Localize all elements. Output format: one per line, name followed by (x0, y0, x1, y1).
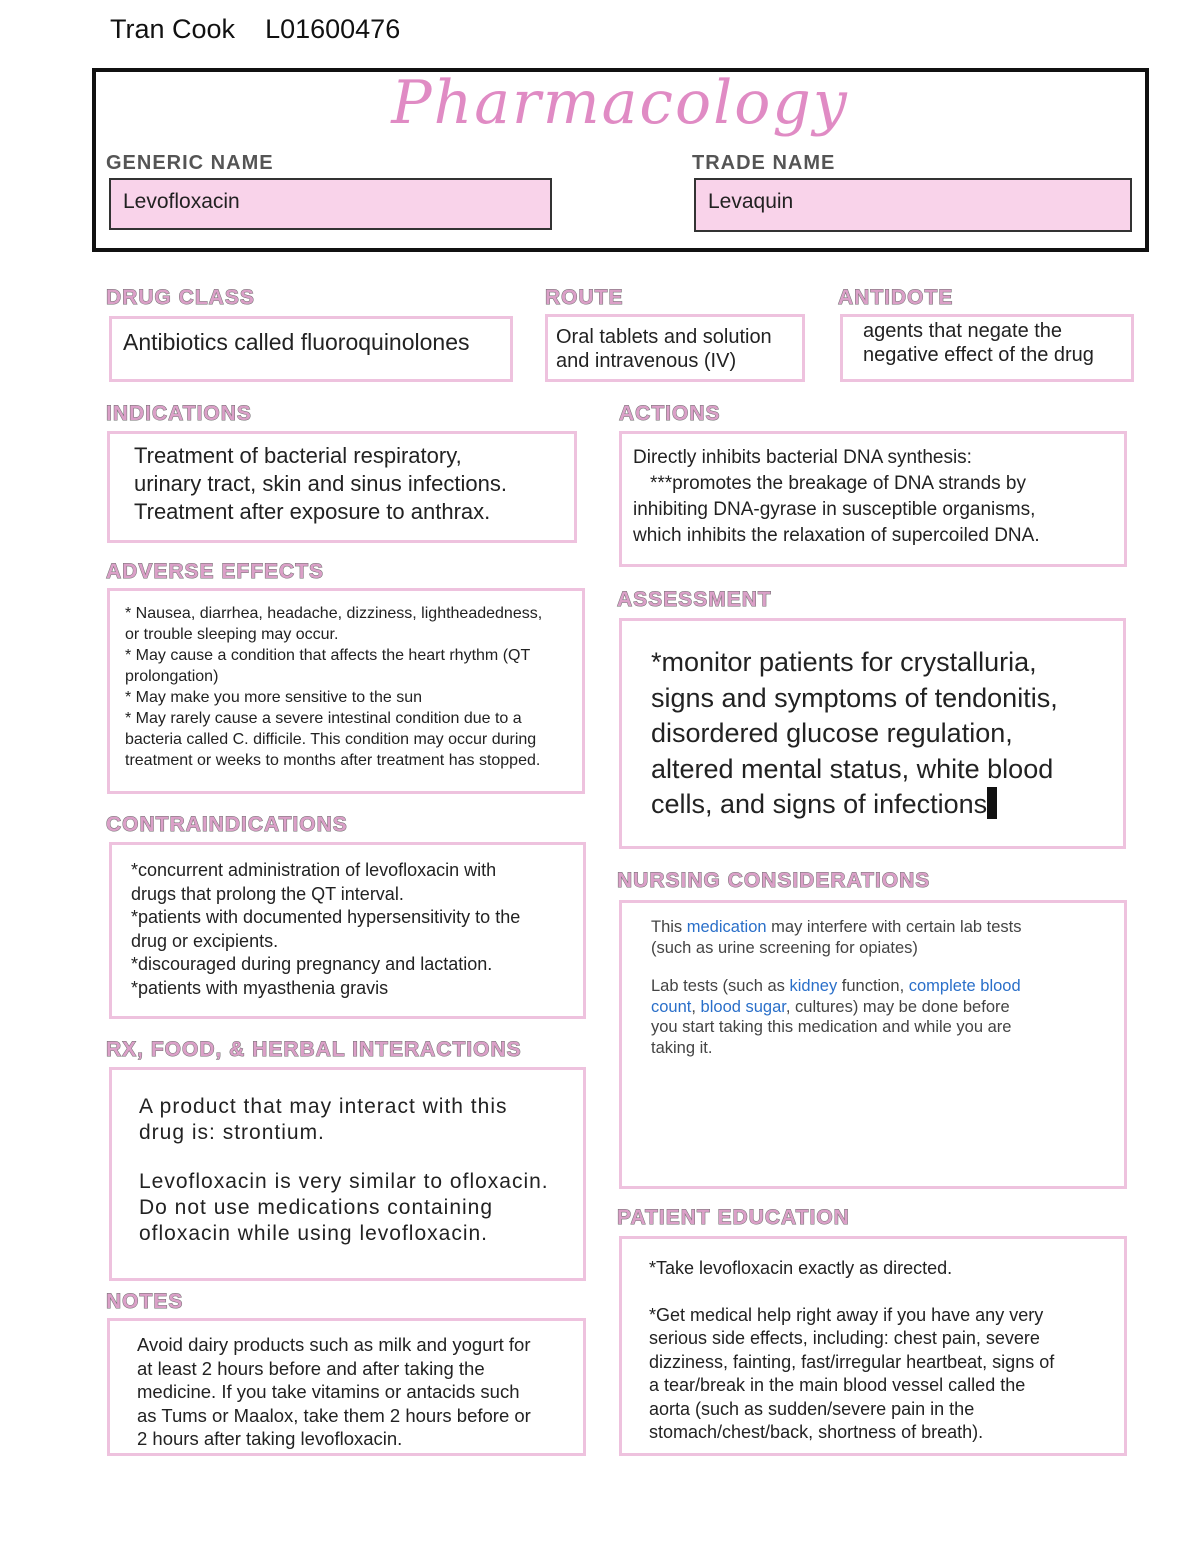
antidote-line: negative effect of the drug (863, 344, 1094, 367)
interactions-box (109, 1067, 586, 1281)
assessment-text (651, 645, 1058, 823)
adverse-line: * May rarely cause a severe intestinal condition due to a (125, 710, 522, 727)
actions-line: Directly inhibits bacterial DNA synthesis: (633, 447, 972, 468)
adverse-line: * Nausea, diarrhea, headache, dizziness, lightheadedness, (125, 605, 543, 622)
trade-name-field (694, 178, 1132, 232)
assessment-box (619, 618, 1126, 849)
adverse-line: bacteria called C. difficile. This condition may occur during (125, 731, 537, 748)
student-line (110, 14, 400, 45)
notes-line: as Tums or Maalox, take them 2 hours before or (137, 1404, 531, 1426)
interactions-line: A product that may interact with this (139, 1095, 508, 1118)
interactions-line: Levofloxacin is very similar to ofloxacin. (139, 1170, 549, 1193)
actions-text (633, 445, 1040, 549)
antidote-text (863, 319, 1094, 368)
nursing-considerations-label: NURSING CONSIDERATIONS (617, 869, 931, 892)
adverse-effects-label: ADVERSE EFFECTS (106, 560, 325, 583)
notes-line: Avoid dairy products such as milk and yogurt for (137, 1334, 531, 1355)
indications-line: urinary tract, skin and sinus infections. (134, 471, 507, 496)
notes-label: NOTES (106, 1290, 184, 1313)
page-title: Pharmacology (391, 68, 849, 138)
contraindications-line: drug or excipients. (131, 930, 279, 951)
education-line: dizziness, fainting, fast/irregular heartbeat, signs of (649, 1351, 1055, 1372)
indications-box (107, 431, 577, 543)
adverse-line: prolongation) (125, 668, 219, 685)
education-line: *Take levofloxacin exactly as directed. (649, 1258, 953, 1278)
route-box (545, 314, 805, 382)
antidote-box (840, 314, 1134, 382)
indications-line: Treatment of bacterial respiratory, (134, 443, 462, 468)
nursing-considerations-text (651, 917, 1022, 1058)
nursing-text: you start taking this medication and while you are (651, 1018, 1012, 1036)
blood-sugar-link[interactable]: blood sugar (700, 997, 786, 1016)
education-line: *Get medical help right away if you have any very (649, 1304, 1044, 1325)
education-line: serious side effects, including: chest pain, severe (649, 1328, 1040, 1348)
notes-line: medicine. If you take vitamins or antacids such (137, 1381, 520, 1402)
nursing-paragraph-1 (651, 917, 1022, 938)
nursing-text: may interfere with certain lab tests (766, 918, 1022, 936)
indications-line: Treatment after exposure to anthrax. (134, 499, 491, 524)
education-line: aorta (such as sudden/severe pain in the (649, 1398, 975, 1419)
interactions-line: drug is: strontium. (139, 1121, 325, 1144)
assessment-line: altered mental status, white blood (651, 753, 1054, 784)
student-id: L01600476 (265, 14, 401, 44)
indications-label: INDICATIONS (106, 402, 252, 425)
education-line: a tear/break in the main blood vessel called the (649, 1375, 1026, 1395)
actions-label: ACTIONS (619, 402, 721, 425)
drug-class-box (109, 316, 513, 382)
interactions-line: Do not use medications containing (139, 1196, 494, 1219)
route-text (556, 325, 772, 374)
nursing-text: function, (837, 977, 909, 995)
assessment-label: ASSESSMENT (617, 588, 772, 611)
notes-box (107, 1318, 586, 1456)
patient-education-box (619, 1236, 1127, 1456)
assessment-line: cells, and signs of infections (651, 789, 988, 819)
patient-education-text (649, 1257, 1054, 1445)
nursing-text: (such as urine screening for opiates) (651, 938, 918, 957)
complete-blood-count-link[interactable]: complete blood (908, 977, 1021, 995)
generic-name-field (109, 178, 552, 230)
notes-text (137, 1333, 531, 1451)
nursing-paragraph-2-line-2 (651, 997, 1022, 1018)
notes-line: at least 2 hours before and after taking the (137, 1357, 485, 1379)
notes-line: 2 hours after taking levofloxacin. (137, 1428, 403, 1449)
nursing-text: taking it. (651, 1038, 713, 1057)
actions-line: inhibiting DNA-gyrase in susceptible organisms, (633, 499, 1036, 520)
generic-name-value: Levofloxacin (123, 190, 240, 213)
nursing-text: Lab tests (such as (651, 977, 790, 995)
assessment-line: signs and symptoms of tendonitis, (651, 682, 1058, 713)
medication-link[interactable]: medication (686, 918, 767, 936)
actions-line: which inhibits the relaxation of supercoiled DNA. (633, 525, 1040, 546)
education-line: stomach/chest/back, shortness of breath). (649, 1422, 984, 1442)
route-line: and intravenous (IV) (556, 350, 737, 373)
actions-box (619, 431, 1127, 567)
nursing-text: , cultures) may be done before (785, 997, 1010, 1016)
drug-class-text: Antibiotics called fluoroquinolones (123, 329, 470, 355)
contraindications-box (109, 842, 586, 1019)
route-label: ROUTE (545, 286, 624, 309)
adverse-effects-box (107, 588, 585, 794)
contraindications-line: *concurrent administration of levofloxacin with (131, 860, 497, 880)
text-cursor (987, 787, 997, 819)
student-name: Tran Cook (110, 14, 236, 44)
nursing-considerations-box (619, 900, 1127, 1189)
trade-name-label: TRADE NAME (692, 152, 836, 174)
nursing-text: , (691, 997, 701, 1016)
complete-blood-count-link[interactable]: count (651, 997, 692, 1016)
assessment-line-last (651, 787, 1058, 823)
assessment-line: *monitor patients for crystalluria, (651, 647, 1037, 677)
contraindications-label: CONTRAINDICATIONS (106, 813, 348, 836)
contraindications-line: *patients with myasthenia gravis (131, 977, 389, 998)
interactions-line: ofloxacin while using levofloxacin. (139, 1222, 489, 1245)
assessment-line: disordered glucose regulation, (651, 718, 1013, 748)
interactions-label: RX, FOOD, & HERBAL INTERACTIONS (106, 1038, 522, 1061)
adverse-effects-text (125, 603, 542, 771)
drug-class-label: DRUG CLASS (106, 286, 255, 309)
nursing-paragraph-2 (651, 976, 1022, 997)
adverse-line: or trouble sleeping may occur. (125, 626, 339, 643)
adverse-line: treatment or weeks to months after treatment has stopped. (125, 752, 541, 769)
adverse-line: * May cause a condition that affects the heart rhythm (QT (125, 647, 531, 664)
contraindications-text (131, 859, 520, 1000)
adverse-line: * May make you more sensitive to the sun (125, 689, 423, 706)
generic-name-label: GENERIC NAME (106, 152, 274, 174)
indications-text (134, 442, 507, 526)
route-line: Oral tablets and solution (556, 326, 772, 348)
nursing-text: This (651, 918, 687, 936)
patient-education-label: PATIENT EDUCATION (617, 1206, 850, 1229)
contraindications-line: *patients with documented hypersensitivity to the (131, 907, 521, 927)
trade-name-value: Levaquin (708, 190, 794, 213)
kidney-link[interactable]: kidney (789, 977, 838, 995)
contraindications-line: *discouraged during pregnancy and lactation. (131, 954, 493, 974)
interactions-text (139, 1094, 549, 1247)
antidote-label: ANTIDOTE (838, 286, 954, 309)
actions-line: ***promotes the breakage of DNA strands by (650, 473, 1026, 494)
contraindications-line: drugs that prolong the QT interval. (131, 883, 404, 904)
antidote-line: agents that negate the (863, 320, 1063, 342)
